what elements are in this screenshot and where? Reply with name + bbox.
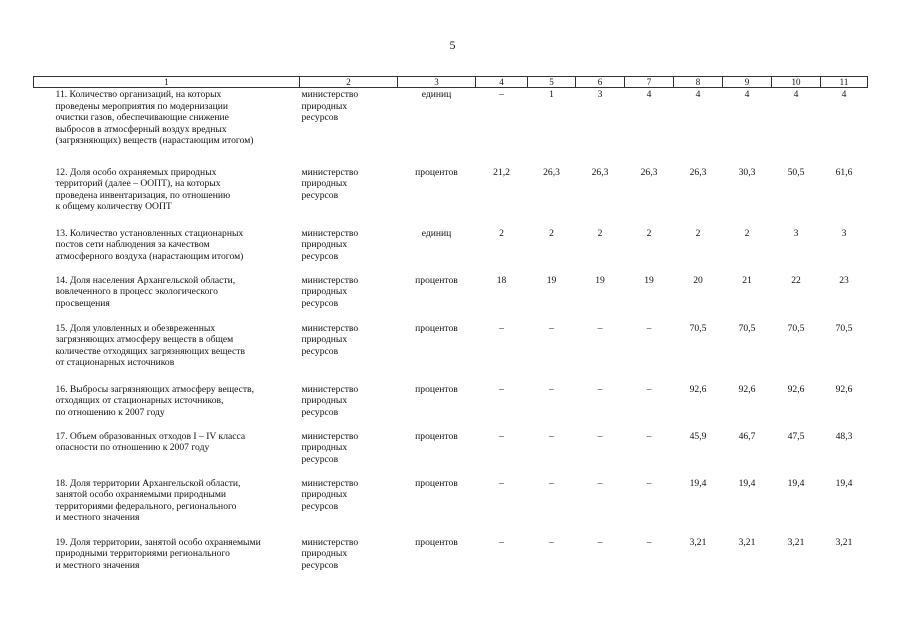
table-row [34,322,868,383]
indicator-value: 47,5 [787,430,805,442]
unit-of-measure: процентов [415,383,458,395]
responsible-executor [300,274,398,322]
column-number-header [34,77,868,88]
indicator-value: – [597,383,603,395]
executor-line: министерство [301,322,359,334]
indicator-value: 19,4 [689,477,707,489]
indicator-value: – [646,536,652,548]
executor-line: природных [301,239,348,251]
indicator-name-line: проведены мероприятия по модернизации [55,100,229,112]
unit-of-measure: процентов [415,166,458,178]
indicator-value: 3 [597,89,603,100]
unit-of-measure: единиц [421,227,452,239]
indicator-value: 70,5 [738,322,756,334]
indicator-name [34,383,300,430]
column-number-1: 1 [34,77,300,88]
executor-line: министерство [301,89,359,100]
indicator-value: 2 [499,227,504,239]
indicator-name-line: 15. Доля уловленных и обезвреженных [55,322,216,334]
indicator-value: – [549,383,554,395]
indicator-name-line: 13. Количество установленных стационарных [55,227,244,239]
executor-line: министерство [301,477,359,489]
executor-line: ресурсов [301,189,339,201]
indicator-value: 19 [644,274,654,286]
indicator-value: 1 [549,89,554,100]
indicator-name-line: отходящих от стационарных источников, [55,395,224,407]
indicator-name-line: атмосферного воздуха (нарастающим итогом) [55,250,244,262]
table-body [34,88,868,586]
indicator-value: – [549,477,554,489]
indicator-name-line: территорий (далее – ООПТ), на которых [55,178,221,190]
executor-line: ресурсов [301,250,339,262]
indicator-value: 70,5 [835,322,853,334]
indicator-value: 92,6 [689,383,707,395]
indicator-value: 4 [841,89,847,100]
indicator-name-line: 16. Выбросы загрязняющих атмосферу веществ, [55,383,254,395]
indicator-value: 92,6 [787,383,805,395]
indicator-value: 2 [597,227,603,239]
indicator-value: 92,6 [835,383,853,395]
indicator-value: 23 [839,274,849,286]
indicator-value: 4 [744,89,750,100]
indicator-value: 3 [793,227,799,239]
indicator-name-line: очистки газов, обеспечивающие снижение [55,112,229,124]
unit-of-measure: процентов [415,430,458,442]
indicator-value: – [499,536,504,548]
executor-line: министерство [301,166,359,178]
executor-line: природных [301,489,348,501]
indicator-value: 3,21 [738,536,756,548]
indicator-value: – [499,430,504,442]
indicator-name [34,477,300,536]
executor-line: ресурсов [301,453,339,465]
indicator-value: 20 [693,274,703,286]
executor-line: министерство [301,383,359,395]
indicator-value: – [549,430,554,442]
indicator-value: 70,5 [689,322,707,334]
indicator-value: 4 [793,89,799,100]
executor-line: ресурсов [301,500,339,512]
indicator-name [34,430,300,477]
indicator-name-line: количестве отходящих загрязняющих веществ [55,345,246,357]
indicator-value: 3,21 [835,536,853,548]
indicator-name [34,227,300,274]
indicator-name [34,536,300,586]
indicator-value: 3,21 [689,536,707,548]
indicator-value: 22 [791,274,801,286]
indicator-value: – [597,322,603,334]
indicator-name [34,274,300,322]
column-number-5: 5 [528,77,576,88]
indicator-value: 4 [646,89,652,100]
indicator-value: – [646,430,652,442]
indicator-value: 3,21 [787,536,805,548]
indicator-value: 4 [695,89,701,100]
indicator-value: 19 [595,274,605,286]
responsible-executor [300,477,398,536]
indicator-name-line: территориями федерального, регионального [55,500,237,512]
executor-line: ресурсов [301,559,339,571]
table-row [34,88,868,166]
executor-line: природных [301,334,348,346]
indicator-value: 61,6 [835,166,853,178]
indicator-value: – [646,322,652,334]
responsible-executor [300,88,398,166]
indicator-name-line: (загрязняющих) веществ (нарастающим итогом) [55,135,254,147]
responsible-executor [300,166,398,227]
indicator-name-line: загрязняющих атмосферу веществ в общем [55,334,234,346]
indicator-name [34,166,300,227]
indicator-value: 48,3 [835,430,853,442]
indicator-value: 2 [695,227,701,239]
unit-of-measure: единиц [421,89,452,100]
executor-line: ресурсов [301,297,339,309]
indicator-name-line: выбросов в атмосферный воздух вредных [55,123,227,135]
indicator-value: – [646,477,652,489]
indicator-name-line: природными территориями регионального [55,548,230,560]
indicator-name-line: 19. Доля территории, занятой особо охраняемыми [55,536,261,548]
indicators-table [33,76,868,586]
table-row [34,274,868,322]
indicator-value: – [549,322,554,334]
unit-of-measure: процентов [415,322,458,334]
indicator-value: 19 [546,274,557,286]
table-row [34,430,868,477]
table-row [34,227,868,274]
table-row [34,383,868,430]
executor-line: природных [301,100,348,112]
indicator-name-line: занятой особо охраняемыми природными [55,489,227,501]
indicator-value: – [597,536,603,548]
unit-of-measure: процентов [415,536,458,548]
indicator-name [34,322,300,383]
executor-line: ресурсов [301,345,339,357]
indicator-value: 19,4 [738,477,756,489]
executor-line: природных [301,178,348,190]
executor-line: природных [301,286,348,298]
indicator-name-line: 17. Объем образованных отходов I – IV класса [55,430,246,442]
indicator-value: – [549,536,554,548]
indicator-name-line: вовлеченного в процесс экологического [55,286,218,298]
table-row [34,166,868,227]
indicator-name-line: 18. Доля территории Архангельской области, [55,477,241,489]
indicator-value: 50,5 [787,166,805,178]
executor-line: министерство [301,227,359,239]
indicator-value: 19,4 [835,477,853,489]
indicator-name-line: и местного значения [55,559,140,571]
executor-line: природных [301,395,348,407]
indicator-value: 46,7 [738,430,756,442]
indicator-value: – [499,383,504,395]
executor-line: министерство [301,430,359,442]
responsible-executor [300,536,398,586]
column-number-11: 11 [821,77,868,88]
responsible-executor [300,430,398,477]
indicator-value: 26,3 [543,166,560,178]
indicator-value: 19,4 [787,477,805,489]
indicator-value: 2 [646,227,652,239]
indicator-value: – [499,322,504,334]
executor-line: ресурсов [301,406,339,418]
executor-line: природных [301,442,348,454]
indicator-value: 18 [496,274,507,286]
indicator-value: 26,3 [640,166,658,178]
responsible-executor [300,383,398,430]
indicator-name-line: от стационарных источников [55,357,175,369]
indicator-value: 21 [742,274,752,286]
indicator-value: 45,9 [689,430,707,442]
indicator-value: 30,3 [738,166,756,178]
indicator-name-line: опасности по отношению к 2007 году [55,442,210,454]
table-row [34,536,868,586]
column-number-4: 4 [476,77,528,88]
indicator-value: 2 [744,227,750,239]
indicator-name-line: к общему количеству ООПТ [55,201,172,213]
indicator-value: – [646,383,652,395]
indicator-value: 21,2 [493,166,510,178]
indicator-name [34,88,300,166]
responsible-executor [300,322,398,383]
indicator-name-line: по отношению к 2007 году [55,406,165,418]
executor-line: ресурсов [301,112,339,124]
unit-of-measure: процентов [415,477,458,489]
executor-line: министерство [301,536,359,548]
indicator-value: 3 [841,227,847,239]
indicator-name-line: 11. Количество организаций, на которых [55,89,222,100]
indicator-value: 92,6 [738,383,756,395]
indicator-value: – [499,89,504,100]
column-number-3: 3 [398,77,476,88]
responsible-executor [300,227,398,274]
indicator-name-line: просвещения [55,297,110,309]
indicator-value: 70,5 [787,322,805,334]
indicator-value: 2 [549,227,554,239]
indicator-name-line: проведена инвентаризация, по отношению [55,189,231,201]
indicator-value: – [597,477,603,489]
executor-line: министерство [301,274,359,286]
executor-line: природных [301,548,348,560]
indicator-name-line: 12. Доля особо охраняемых природных [55,166,217,178]
indicator-value: – [499,477,504,489]
table-row [34,477,868,536]
indicator-value: 26,3 [591,166,609,178]
column-number-10: 10 [772,77,821,88]
column-number-6: 6 [576,77,625,88]
page-number: 5 [449,38,456,52]
column-number-9: 9 [723,77,772,88]
unit-of-measure: процентов [415,274,458,286]
indicator-name-line: 14. Доля населения Архангельской области, [55,274,236,286]
indicator-value: 26,3 [689,166,707,178]
indicator-name-line: и местного значения [55,512,140,524]
indicator-value: – [597,430,603,442]
column-number-7: 7 [625,77,674,88]
column-number-8: 8 [674,77,723,88]
indicator-name-line: постов сети наблюдения за качеством [55,239,210,251]
column-number-2: 2 [300,77,398,88]
